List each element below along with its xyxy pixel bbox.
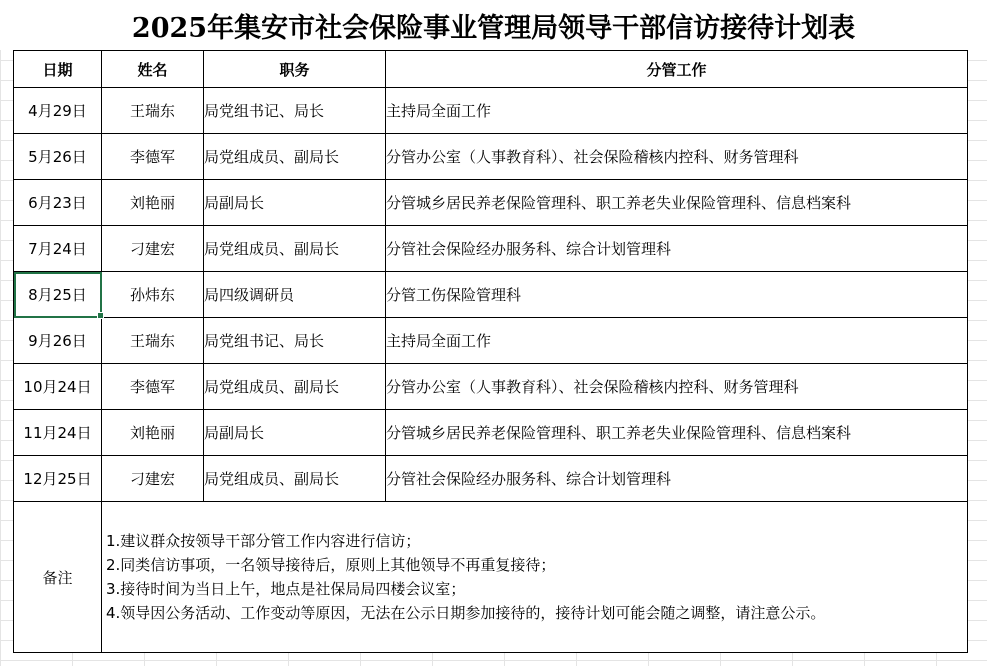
cell-duties[interactable]: 分管工伤保险管理科	[386, 272, 968, 318]
notes-label[interactable]: 备注	[14, 502, 102, 653]
cell-position[interactable]: 局四级调研员	[204, 272, 386, 318]
cell-date[interactable]: 12月25日	[14, 456, 102, 502]
cell-position[interactable]: 局党组成员、副局长	[204, 226, 386, 272]
cell-duties[interactable]: 分管城乡居民养老保险管理科、职工养老失业保险管理科、信息档案科	[386, 410, 968, 456]
notes-cell[interactable]	[102, 502, 968, 653]
header-date[interactable]: 日期	[14, 51, 102, 88]
cell-date[interactable]: 10月24日	[14, 364, 102, 410]
cell-name[interactable]: 王瑞东	[102, 318, 204, 364]
cell-duties[interactable]: 分管办公室（人事教育科）、社会保险稽核内控科、财务管理科	[386, 364, 968, 410]
cell-fill-handle[interactable]	[97, 312, 104, 319]
cell-duties[interactable]: 分管社会保险经办服务科、综合计划管理科	[386, 456, 968, 502]
cell-position[interactable]: 局副局长	[204, 410, 386, 456]
note-line: 3.接待时间为当日上午，地点是社保局局四楼会议室；	[106, 580, 466, 598]
cell-name[interactable]: 刘艳丽	[102, 410, 204, 456]
cell-date[interactable]: 11月24日	[14, 410, 102, 456]
header-position[interactable]: 职务	[204, 51, 386, 88]
table-row	[14, 456, 968, 502]
cell-position[interactable]: 局党组书记、局长	[204, 318, 386, 364]
cell-name[interactable]: 刁建宏	[102, 456, 204, 502]
cell-position[interactable]: 局党组成员、副局长	[204, 134, 386, 180]
table-row	[14, 272, 968, 318]
table-row	[14, 364, 968, 410]
cell-date[interactable]: 5月26日	[14, 134, 102, 180]
cell-duties[interactable]: 主持局全面工作	[386, 318, 968, 364]
cell-name[interactable]: 王瑞东	[102, 88, 204, 134]
header-duties[interactable]: 分管工作	[386, 51, 968, 88]
cell-position[interactable]: 局党组成员、副局长	[204, 364, 386, 410]
cell-date[interactable]: 9月26日	[14, 318, 102, 364]
note-line: 1.建议群众按领导干部分管工作内容进行信访；	[106, 532, 421, 550]
cell-date[interactable]: 4月29日	[14, 88, 102, 134]
table-row	[14, 134, 968, 180]
reception-schedule-table	[13, 50, 968, 653]
cell-duties[interactable]: 分管办公室（人事教育科）、社会保险稽核内控科、财务管理科	[386, 134, 968, 180]
cell-position[interactable]: 局党组书记、局长	[204, 88, 386, 134]
cell-date[interactable]: 7月24日	[14, 226, 102, 272]
note-line: 4.领导因公务活动、工作变动等原因，无法在公示日期参加接待的，接待计划可能会随之调整，请注意公示。	[106, 604, 826, 622]
cell-name[interactable]: 孙炜东	[102, 272, 204, 318]
cell-name[interactable]: 刁建宏	[102, 226, 204, 272]
cell-position[interactable]: 局副局长	[204, 180, 386, 226]
table-row	[14, 88, 968, 134]
cell-date[interactable]: 6月23日	[14, 180, 102, 226]
notes-list	[102, 529, 967, 625]
note-line: 2.同类信访事项，一名领导接待后，原则上其他领导不再重复接待；	[106, 556, 556, 574]
table-row	[14, 226, 968, 272]
cell-duties[interactable]: 主持局全面工作	[386, 88, 968, 134]
header-row	[14, 51, 968, 88]
cell-name[interactable]: 李德军	[102, 364, 204, 410]
header-name[interactable]: 姓名	[102, 51, 204, 88]
cell-name[interactable]: 刘艳丽	[102, 180, 204, 226]
table-row	[14, 410, 968, 456]
cell-duties[interactable]: 分管城乡居民养老保险管理科、职工养老失业保险管理科、信息档案科	[386, 180, 968, 226]
cell-name[interactable]: 李德军	[102, 134, 204, 180]
sheet-title: 2025年集安市社会保险事业管理局领导干部信访接待计划表	[0, 0, 987, 50]
notes-row	[14, 502, 968, 653]
cell-duties[interactable]: 分管社会保险经办服务科、综合计划管理科	[386, 226, 968, 272]
cell-position[interactable]: 局党组成员、副局长	[204, 456, 386, 502]
table-row	[14, 318, 968, 364]
table-row	[14, 180, 968, 226]
cell-date[interactable]: 8月25日	[14, 272, 102, 318]
